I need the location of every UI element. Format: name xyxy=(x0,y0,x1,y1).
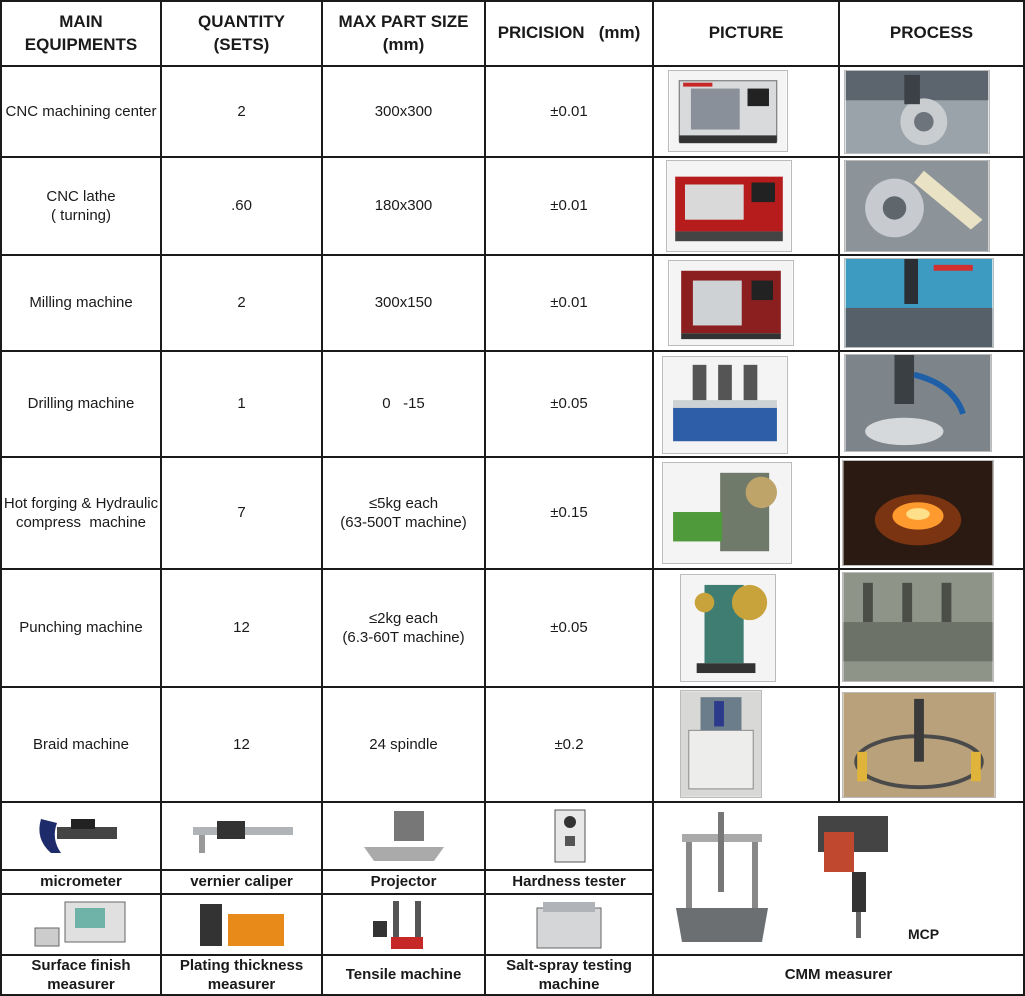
instrument-label: Surface finish xyxy=(31,956,131,974)
instrument-label-cell xyxy=(321,869,486,895)
equipment-name: Punching machine xyxy=(19,619,143,637)
projector-icon xyxy=(354,807,454,865)
quantity-cell xyxy=(160,568,323,688)
cmm-machine-photo xyxy=(672,808,772,948)
max-size-cell xyxy=(321,156,486,256)
quantity-cell xyxy=(160,65,323,158)
quantity-cell xyxy=(160,350,323,458)
equipment-name: Hot forging & Hydraulic xyxy=(3,494,159,512)
precision-value: ±0.01 xyxy=(550,197,588,215)
hot-forging-machine-photo xyxy=(662,462,792,564)
max-size-value: 180x300 xyxy=(374,197,433,215)
instrument-label: micrometer xyxy=(40,873,122,891)
max-size-value: 0 -15 xyxy=(382,395,425,413)
precision-value: ±0.05 xyxy=(550,619,588,637)
precision-cell xyxy=(484,156,654,256)
instrument-label-cell xyxy=(160,869,323,895)
punching-machine-photo xyxy=(680,574,776,682)
max-size-cell xyxy=(321,456,486,570)
max-size-cell xyxy=(321,686,486,803)
instrument-label: Salt-spray testing xyxy=(506,956,632,974)
instrument-label: Plating thickness xyxy=(179,956,304,974)
equipment-name: compress machine xyxy=(15,514,147,531)
precision-cell xyxy=(484,254,654,352)
precision-cell xyxy=(484,350,654,458)
header-main-equipments xyxy=(0,0,162,67)
caliper-cell xyxy=(160,801,323,871)
caliper-icon xyxy=(187,809,297,863)
precision-cell xyxy=(484,568,654,688)
precision-cell xyxy=(484,456,654,570)
hardness-tester-icon xyxy=(539,806,599,866)
salt-spray-icon xyxy=(529,898,609,952)
equipment-name: CNC machining center xyxy=(5,102,157,120)
max-size-value: 24 spindle xyxy=(369,735,438,753)
max-size-value: (63-500T machine) xyxy=(340,514,467,531)
header-text: PICTURE xyxy=(708,23,784,43)
header-text: (SETS) xyxy=(213,34,270,54)
precision-cell xyxy=(484,65,654,158)
header-text: MAX PART SIZE xyxy=(338,11,469,31)
header-max-part-size xyxy=(321,0,486,67)
instrument-label: measurer xyxy=(207,976,276,993)
precision-value: ±0.2 xyxy=(554,735,584,753)
quantity-value: 2 xyxy=(237,294,246,312)
max-size-value: ≤2kg each xyxy=(368,609,439,627)
quantity-cell xyxy=(160,686,323,803)
header-text: (mm) xyxy=(382,34,425,54)
equipment-name-cell xyxy=(0,568,162,688)
instrument-label-cell xyxy=(0,954,162,996)
instrument-label-cell xyxy=(160,954,323,996)
cmm-photo-text: MCP xyxy=(908,926,940,942)
max-size-cell xyxy=(321,254,486,352)
quantity-value: 1 xyxy=(237,395,246,413)
instrument-label: Hardness tester xyxy=(512,873,626,891)
equipment-name: ( turning) xyxy=(50,207,112,224)
braid-machine-photo xyxy=(680,690,762,798)
header-text: PRICISION (mm) xyxy=(497,23,641,43)
instrument-label-cell xyxy=(484,954,654,996)
quantity-value: 2 xyxy=(237,102,246,120)
header-text: PROCESS xyxy=(889,23,974,43)
drilling-process-photo xyxy=(844,354,992,452)
quantity-cell xyxy=(160,254,323,352)
instrument-label-cell xyxy=(321,954,486,996)
equipment-name: CNC lathe xyxy=(46,187,116,205)
instrument-label: Tensile machine xyxy=(345,966,462,984)
cnc-machining-center-photo xyxy=(668,70,788,152)
milling-machine-photo xyxy=(668,260,794,346)
equipment-name: Braid machine xyxy=(33,735,129,753)
header-text: QUANTITY xyxy=(198,11,285,31)
max-size-value: (6.3-60T machine) xyxy=(342,629,465,646)
salt-spray-cell xyxy=(484,893,654,956)
header-process xyxy=(838,0,1025,67)
plating-thickness-icon xyxy=(194,898,290,952)
punching-process-photo xyxy=(842,572,994,682)
precision-value: ±0.15 xyxy=(550,504,588,522)
equipment-name-cell xyxy=(0,686,162,803)
header-picture xyxy=(652,0,840,67)
quantity-value: 7 xyxy=(237,504,246,522)
instrument-label: vernier caliper xyxy=(190,873,293,891)
cmm-label-cell xyxy=(652,954,1025,996)
header-quantity xyxy=(160,0,323,67)
micrometer-cell xyxy=(0,801,162,871)
max-size-value: 300x150 xyxy=(374,294,433,312)
projector-cell xyxy=(321,801,486,871)
precision-value: ±0.01 xyxy=(550,294,588,312)
cnc-lathe-process-photo xyxy=(844,160,990,252)
header-text: EQUIPMENTS xyxy=(24,34,138,54)
quantity-value: .60 xyxy=(231,197,252,215)
equipment-name: Milling machine xyxy=(29,294,133,312)
max-size-value: ≤5kg each xyxy=(368,494,439,512)
precision-value: ±0.05 xyxy=(550,395,588,413)
instrument-label-cell xyxy=(484,869,654,895)
cnc-machining-process-photo xyxy=(844,70,990,154)
braid-process-photo xyxy=(842,692,996,798)
cmm-label: CMM measurer xyxy=(784,966,893,984)
equipment-name-cell xyxy=(0,254,162,352)
instrument-label-cell xyxy=(0,869,162,895)
header-precision xyxy=(484,0,654,67)
instrument-label: Projector xyxy=(370,873,437,891)
quantity-value: 12 xyxy=(233,735,250,753)
quantity-value: 12 xyxy=(233,619,250,637)
drilling-machine-photo xyxy=(662,356,788,454)
max-size-value: 300x300 xyxy=(374,102,433,120)
surface-finish-cell xyxy=(0,893,162,956)
equipment-name: Drilling machine xyxy=(27,395,135,413)
equipment-name-cell xyxy=(0,156,162,256)
instrument-label: measurer xyxy=(47,976,115,993)
equipment-name-cell xyxy=(0,456,162,570)
max-size-cell xyxy=(321,568,486,688)
cnc-lathe-photo xyxy=(666,160,792,252)
micrometer-icon xyxy=(31,809,131,863)
hot-forging-process-photo xyxy=(842,460,994,566)
milling-process-photo xyxy=(844,258,994,348)
equipment-name-cell xyxy=(0,65,162,158)
equipment-name-cell xyxy=(0,350,162,458)
precision-cell xyxy=(484,686,654,803)
header-text: MAIN xyxy=(59,11,103,31)
hardness-tester-cell xyxy=(484,801,654,871)
instrument-label: machine xyxy=(538,976,600,993)
quantity-cell xyxy=(160,156,323,256)
tensile-machine-cell xyxy=(321,893,486,956)
max-size-cell xyxy=(321,65,486,158)
tensile-machine-icon xyxy=(369,897,439,953)
plating-thickness-cell xyxy=(160,893,323,956)
max-size-cell xyxy=(321,350,486,458)
surface-finish-icon xyxy=(31,898,131,952)
quantity-cell xyxy=(160,456,323,570)
precision-value: ±0.01 xyxy=(550,102,588,120)
